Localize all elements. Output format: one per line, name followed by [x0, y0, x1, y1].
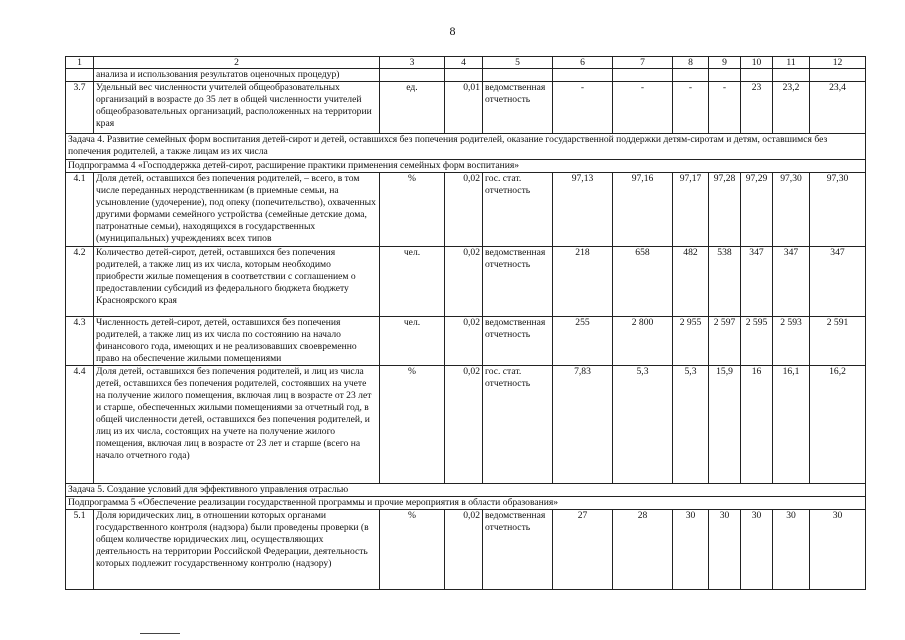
row-number: 4.1 [66, 173, 94, 247]
table-row [66, 366, 866, 484]
value-cell: 218 [553, 247, 613, 317]
unit-cell: % [380, 173, 445, 247]
table-row [66, 173, 866, 247]
value-cell: - [613, 82, 673, 134]
row-number: 4.3 [66, 317, 94, 366]
weight-cell: 0,02 [445, 247, 483, 317]
row-number: 4.4 [66, 366, 94, 484]
table-row [66, 510, 866, 590]
source-cell: гос. стат. отчетность [483, 366, 553, 484]
section-row [66, 134, 866, 160]
header-cell: 12 [810, 57, 866, 69]
table-body [66, 57, 866, 590]
header-cell: 11 [773, 57, 810, 69]
value-cell: 5,3 [673, 366, 709, 484]
section-text: Задача 5. Создание условий для эффективного управления отраслью [66, 484, 866, 497]
unit-cell: чел. [380, 317, 445, 366]
header-cell: 9 [709, 57, 741, 69]
table-row [66, 247, 866, 317]
row-number: 5.1 [66, 510, 94, 590]
value-cell: 7,83 [553, 366, 613, 484]
value-cell: - [553, 82, 613, 134]
weight-cell: 0,02 [445, 317, 483, 366]
value-cell: 658 [613, 247, 673, 317]
value-cell: 97,30 [810, 173, 866, 247]
header-cell: 5 [483, 57, 553, 69]
value-cell: 30 [810, 510, 866, 590]
value-cell: 2 955 [673, 317, 709, 366]
indicator-name: Удельный вес численности учителей общеобразовательных организаций в возрасте до 35 лет в общей численности учителей общеобразовательных организаций, расположенных на территории края [94, 82, 380, 134]
value-cell: 347 [741, 247, 773, 317]
unit-cell: % [380, 366, 445, 484]
page-number: 8 [449, 24, 456, 38]
indicator-name: Численность детей-сирот, детей, оставшихся без попечения родителей, а также лиц из их числа по состоянию на начало финансового года, имеющих и не реализовавших своевременно право на обеспечение жилыми помещениями [94, 317, 380, 366]
value-cell: 5,3 [613, 366, 673, 484]
header-cell: 2 [94, 57, 380, 69]
value-cell: 2 591 [810, 317, 866, 366]
value-cell: 97,30 [773, 173, 810, 247]
unit-cell: ед. [380, 82, 445, 134]
header-cell: 10 [741, 57, 773, 69]
weight-cell: 0,02 [445, 510, 483, 590]
value-cell: 16,1 [773, 366, 810, 484]
value-cell: 30 [709, 510, 741, 590]
header-cell: 3 [380, 57, 445, 69]
value-cell: 23,2 [773, 82, 810, 134]
section-text: Задача 4. Развитие семейных форм воспитания детей-сирот и детей, оставшихся без попечения родителей, оказание государственной поддержки детям-сиротам и детям, оставшимся без попечения родителей, а также лицам из их числа [66, 134, 866, 160]
table-header-row [66, 57, 866, 69]
indicator-name: Доля детей, оставшихся без попечения родителей, – всего, в том числе переданных неродственникам (в приемные семьи, на усыновление (удочерение), под опеку (попечительство), охваченных другими формами семейного устройства (семейные детские дома, патронатные семьи), находящихся в государственных (муниципальных) учреждениях всех типов [94, 173, 380, 247]
section-row [66, 497, 866, 510]
value-cell: 347 [810, 247, 866, 317]
value-cell: 255 [553, 317, 613, 366]
section-row [66, 484, 866, 497]
value-cell: 97,16 [613, 173, 673, 247]
section-text: Подпрограмма 5 «Обеспечение реализации государственной программы и прочие мероприятия в области образования» [66, 497, 866, 510]
header-cell: 6 [553, 57, 613, 69]
table-row [66, 317, 866, 366]
value-cell: 97,17 [673, 173, 709, 247]
continuation-text: анализа и использования результатов оценочных процедур) [94, 69, 380, 82]
source-cell: ведомственная отчетность [483, 317, 553, 366]
value-cell: - [709, 82, 741, 134]
value-cell: 27 [553, 510, 613, 590]
weight-cell: 0,01 [445, 82, 483, 134]
section-text: Подпрограмма 4 «Господдержка детей-сирот, расширение практики применения семейных форм воспитания» [66, 160, 866, 173]
indicator-name: Доля детей, оставшихся без попечения родителей, и лиц из числа детей, оставшихся без попечения родителей, состоявших на учете на получение жилого помещения, включая лиц в возрасте от 23 лет и старше, обеспеченных жилыми помещениями за отчетный год, в общей численности детей, оставшихся без попечения родителей, и лиц из их числа, состоящих на учете на получение жилого помещения, включая лиц в возрасте от 23 лет и старше (всего на начало отчетного года) [94, 366, 380, 484]
value-cell: 97,13 [553, 173, 613, 247]
source-cell: ведомственная отчетность [483, 510, 553, 590]
value-cell: 15,9 [709, 366, 741, 484]
unit-cell: % [380, 510, 445, 590]
value-cell: 2 593 [773, 317, 810, 366]
source-cell: гос. стат. отчетность [483, 173, 553, 247]
continuation-row [66, 69, 866, 82]
value-cell: 97,28 [709, 173, 741, 247]
weight-cell: 0,02 [445, 366, 483, 484]
value-cell: 97,29 [741, 173, 773, 247]
row-number: 3.7 [66, 82, 94, 134]
value-cell: 2 595 [741, 317, 773, 366]
section-row [66, 160, 866, 173]
indicator-name: Количество детей-сирот, детей, оставшихся без попечения родителей, а также лиц из их числа, которым необходимо приобрести жилые помещения в соответствии с соглашением о предоставлении субсидий из федерального бюджета бюджету Красноярского края [94, 247, 380, 317]
value-cell: 2 800 [613, 317, 673, 366]
table-row [66, 82, 866, 134]
value-cell: 28 [613, 510, 673, 590]
weight-cell: 0,02 [445, 173, 483, 247]
header-cell: 7 [613, 57, 673, 69]
value-cell: 23 [741, 82, 773, 134]
value-cell: 30 [741, 510, 773, 590]
header-cell: 4 [445, 57, 483, 69]
source-cell: ведомственная отчетность [483, 247, 553, 317]
value-cell: 2 597 [709, 317, 741, 366]
value-cell: 16,2 [810, 366, 866, 484]
value-cell: 538 [709, 247, 741, 317]
header-cell: 8 [673, 57, 709, 69]
indicators-table [65, 56, 866, 590]
value-cell: - [673, 82, 709, 134]
value-cell: 30 [673, 510, 709, 590]
indicator-name: Доля юридических лиц, в отношении которых органами государственного контроля (надзора) были проведены проверки (в общем количестве юридических лиц, осуществляющих деятельность на территории Российской Федерации, деятельность которых подлежит государственному контролю (надзору) [94, 510, 380, 590]
header-cell: 1 [66, 57, 94, 69]
unit-cell: чел. [380, 247, 445, 317]
value-cell: 347 [773, 247, 810, 317]
value-cell: 16 [741, 366, 773, 484]
value-cell: 482 [673, 247, 709, 317]
value-cell: 30 [773, 510, 810, 590]
value-cell: 23,4 [810, 82, 866, 134]
source-cell: ведомственная отчетность [483, 82, 553, 134]
row-number: 4.2 [66, 247, 94, 317]
footer-rule [140, 633, 180, 634]
